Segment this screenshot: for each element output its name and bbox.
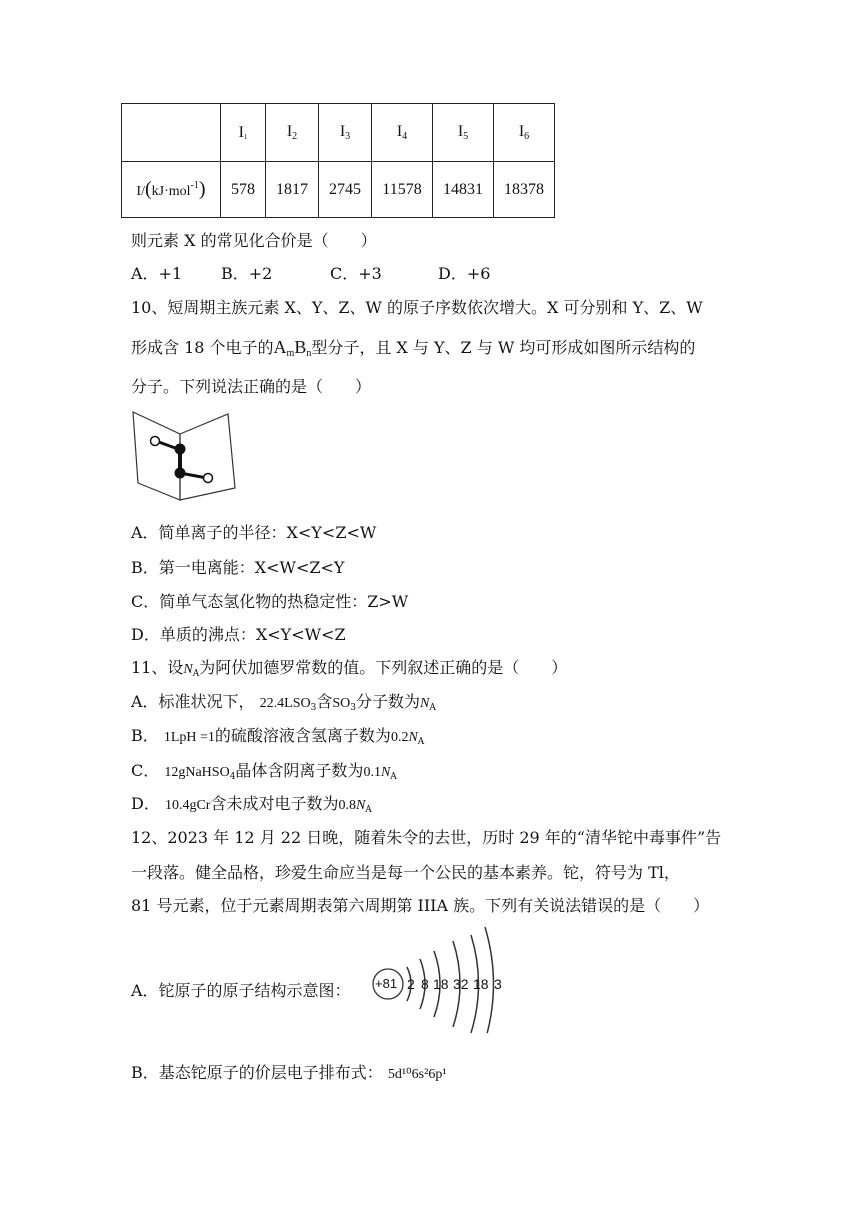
electron-config: 5d¹⁰6s²6p¹ (387, 1067, 447, 1082)
table-cell: 11578 (372, 162, 433, 218)
q11-option-d: D． 10.4gCr含未成对电子数为$0.8N_A$ (131, 794, 372, 815)
option-text: C． (131, 761, 160, 780)
q12-stem-line1: 12、2023 年 12 月 22 日晚，随着朱令的去世，历时 29 年的“清华铊中毒事件”告 (131, 828, 722, 847)
table-header-cell: $I_4$ (372, 104, 433, 162)
table-header-cell: $I_5$ (433, 104, 494, 162)
symbol-na: N (183, 662, 193, 677)
table-cell: 18378 (494, 162, 555, 218)
option-formula: 0.8 (338, 798, 356, 813)
q12-stem-line2: 一段落。健全品格，珍爱生命应当是每一个公民的基本素养。铊，符号为 Tl， (131, 863, 680, 882)
q9-option-b: B．+2 (221, 264, 273, 283)
shell-count: 3 (494, 976, 502, 992)
table-header-cell: I1 (221, 104, 266, 162)
option-text: 的硫酸溶液含氢离子数为 (214, 726, 391, 745)
q11-option-b: B． 1LpH =1的硫酸溶液含氢离子数为$0.2N_A$ (131, 726, 425, 747)
q9-option-c: C．+3 (330, 264, 382, 283)
table-header-cell: $I_2$ (266, 104, 319, 162)
table-row-label: I/(kJ·mol$^{-1}$) (122, 162, 221, 218)
option-text: 晶体含阴离子数为 (235, 761, 364, 780)
option-text: B．基态铊原子的价层电子排布式： (131, 1063, 383, 1082)
q12-option-a: A．铊原子的原子结构示意图： (131, 981, 351, 1000)
q9-stem: 则元素 X 的常见化合价是（ ） (131, 231, 377, 250)
shell-count: 2 (407, 976, 415, 992)
table-corner-cell (122, 104, 221, 162)
option-text: D． (131, 794, 160, 813)
table-header-cell: $I_6$ (494, 104, 555, 162)
table-header-cell: $I_3$ (319, 104, 372, 162)
q11-stem: 11、设$N_A$为阿伏加德罗常数的值。下列叙述正确的是（ ） (131, 658, 568, 679)
option-text: 分子数为 (356, 692, 421, 711)
q10-stem-line3: 分子。下列说法正确的是（ ） (131, 377, 372, 396)
molecule-structure-figure (130, 408, 242, 503)
table-cell: 578 (221, 162, 266, 218)
q11-stem-text: 为阿伏加德罗常数的值。下列叙述正确的是（ ） (199, 658, 568, 677)
q11-option-a: A．标准状况下， $22.4LSO_3$含$SO_3$分子数为$N_A$ (131, 692, 436, 713)
nucleus-charge: +81 (375, 976, 398, 991)
option-formula: 12gNaHSO (164, 765, 230, 780)
option-text: B． (131, 726, 159, 745)
atomic-structure-diagram (370, 923, 510, 1033)
q12-stem-line3: 81 号元素，位于元素周期表第六周期第 IIIA 族。下列有关说法错误的是（ ） (131, 896, 710, 915)
q10-stem-text: 形成含 18 个电子的 (131, 338, 274, 357)
q12-option-b (131, 1060, 447, 1083)
q10-option-b: B．第一电离能：X<W<Z<Y (131, 558, 345, 577)
ionization-energy-table (121, 103, 555, 218)
q9-option-a: A．+1 (131, 264, 183, 283)
option-text: 含未成对电子数为 (210, 794, 339, 813)
q10-option-d: D．单质的沸点：X<Y<W<Z (131, 625, 346, 644)
q11-option-c: C． 12gNaHSO$_4$晶体含阴离子数为$0.1N_A$ (131, 761, 397, 782)
q10-stem-line1: 10、短周期主族元素 X、Y、Z、W 的原子序数依次增大。X 可分别和 Y、Z、W (131, 298, 703, 317)
table-cell: 14831 (433, 162, 494, 218)
option-formula: SO (332, 696, 351, 711)
q10-stem-line2 (131, 335, 695, 359)
option-formula: 1LpH =1 (163, 730, 215, 745)
shell-count: 18 (473, 976, 489, 992)
option-formula: 0.2 (390, 730, 409, 745)
formula-ambn: $A_mB_n$ (273, 337, 312, 359)
option-text: A．标准状况下， (131, 692, 255, 711)
option-formula: 10.4gCr (164, 798, 211, 813)
q10-option-a: A．简单离子的半径：X<Y<Z<W (131, 523, 377, 542)
option-text: 含 (316, 692, 333, 711)
q9-option-d: D．+6 (438, 264, 491, 283)
q11-stem-text: 11、设 (131, 658, 184, 677)
option-formula: 22.4LSO (259, 696, 311, 711)
table-cell: 2745 (319, 162, 372, 218)
option-formula: 0.1 (363, 765, 381, 780)
shell-count: 8 (421, 976, 429, 992)
table-cell: 1817 (266, 162, 319, 218)
shell-count: 32 (453, 976, 469, 992)
shell-count: 18 (433, 976, 449, 992)
q10-stem-text: 型分子，且 X 与 Y、Z 与 W 均可形成如图所示结构的 (311, 338, 696, 357)
q10-option-c: C．简单气态氢化物的热稳定性：Z>W (131, 592, 409, 611)
